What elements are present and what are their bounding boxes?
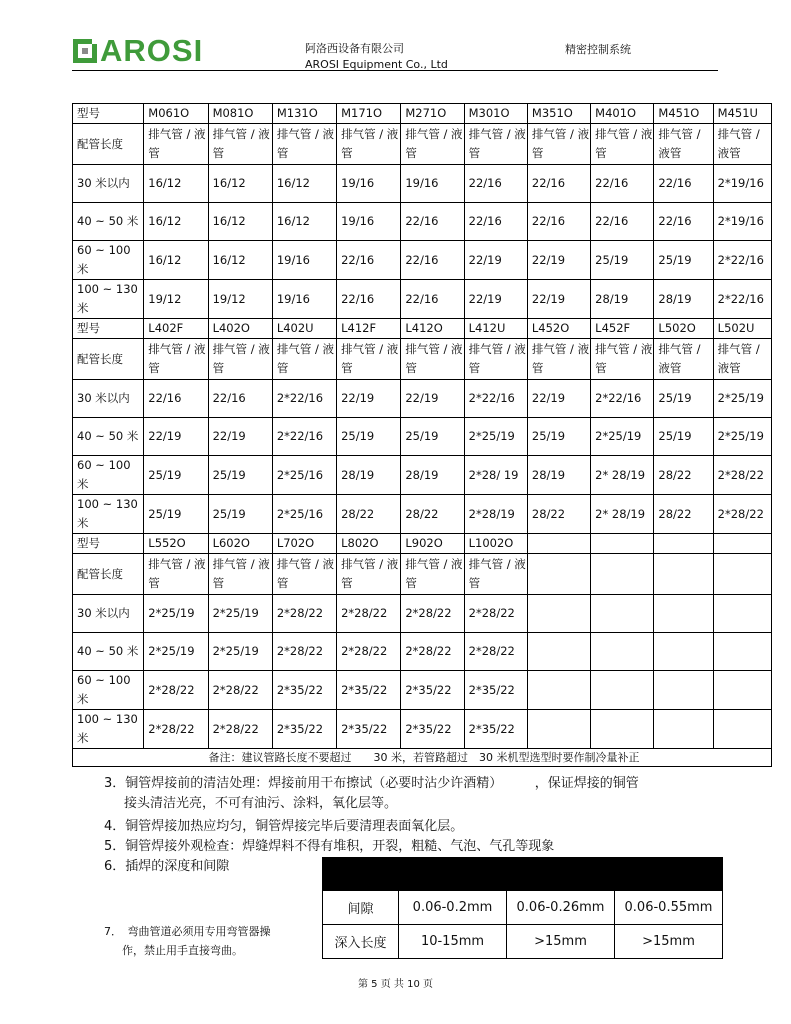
pipe-size-cell: 19/16 [401,165,464,203]
pipe-type-cell: 排气管 / 液管 [527,124,590,165]
pipe-size-cell: 22/16 [464,203,527,241]
pipe-size-cell: 28/22 [654,495,713,534]
length-label: 30 米以内 [73,165,144,203]
pipe-type-cell [527,554,590,595]
pipe-size-cell [654,633,713,671]
pipe-size-cell: 16/12 [208,165,272,203]
pipe-size-cell: 16/12 [272,203,336,241]
pipe-type-row [73,554,772,595]
model-label: 型号 [73,534,144,554]
model-cell: M301O [464,104,527,124]
pipe-size-cell [527,710,590,749]
pipe-size-cell: 2*35/22 [401,671,464,710]
weld-row-label: 深入长度 [323,925,399,959]
pipe-size-cell: 2*35/22 [464,710,527,749]
length-label: 60 ~ 100 米 [73,241,144,280]
pipe-size-cell: 2*22/16 [272,380,336,418]
length-label: 60 ~ 100 米 [73,456,144,495]
header-divider [72,70,718,71]
pipe-size-cell: 25/19 [527,418,590,456]
pipe-size-cell: 22/19 [337,380,401,418]
pipe-size-cell: 2*28/22 [272,595,336,633]
pipe-size-cell: 2*28/22 [713,456,771,495]
pipe-size-cell: 28/22 [337,495,401,534]
pipe-size-cell [713,595,771,633]
model-cell [591,534,654,554]
length-row [73,456,772,495]
pipe-size-cell: 28/22 [527,495,590,534]
pipe-size-cell: 22/19 [464,241,527,280]
length-row [73,203,772,241]
pipe-size-cell: 22/16 [337,241,401,280]
pipe-type-cell: 排气管 / 液管 [337,124,401,165]
pipe-size-cell: 2*35/22 [272,671,336,710]
model-cell: M131O [272,104,336,124]
pipe-size-cell: 2*25/19 [464,418,527,456]
pipe-size-cell [654,671,713,710]
length-row [73,280,772,319]
pipe-size-cell: 22/16 [144,380,208,418]
pipe-size-cell: 16/12 [144,203,208,241]
model-cell: M171O [337,104,401,124]
pipe-type-cell: 排气管 / 液管 [654,124,713,165]
pipe-type-cell: 排气管 / 液管 [401,554,464,595]
length-row [73,595,772,633]
pipe-size-cell: 16/12 [144,165,208,203]
pipe-size-cell: 25/19 [401,418,464,456]
pipe-type-cell: 排气管 / 液管 [713,124,771,165]
pipe-size-cell: 22/16 [464,165,527,203]
pipe-size-cell: 2*22/16 [272,418,336,456]
pipe-size-cell: 22/16 [591,203,654,241]
pipe-size-cell: 2*25/16 [272,456,336,495]
model-cell: L1002O [464,534,527,554]
model-label: 型号 [73,104,144,124]
pipe-size-cell: 22/19 [527,241,590,280]
pipe-type-cell [591,554,654,595]
pipe-type-cell: 排气管 / 液管 [654,339,713,380]
model-cell: L402F [144,319,208,339]
model-cell: M451O [654,104,713,124]
length-label: 40 ~ 50 米 [73,418,144,456]
pipe-size-cell [591,633,654,671]
pipe-size-cell: 25/19 [654,380,713,418]
pipe-size-cell: 2*28/22 [144,710,208,749]
length-row [73,380,772,418]
pipe-size-cell: 2*28/22 [337,595,401,633]
pipe-size-cell: 22/16 [527,203,590,241]
pipe-size-cell [527,633,590,671]
pipe-size-cell: 2*22/16 [713,280,771,319]
pipe-size-cell: 22/19 [208,418,272,456]
model-cell [527,534,590,554]
pipe-size-cell: 2*25/19 [144,633,208,671]
pipe-size-cell: 22/16 [208,380,272,418]
pipe-size-cell: 2*22/16 [713,241,771,280]
instruction-item-5: 5．铜管焊接外观检查：焊缝焊料不得有堆积，开裂，粗糙、气泡、气孔等现象 [104,839,555,854]
pipe-size-cell: 2*28/19 [464,495,527,534]
weld-row-gap [323,891,723,925]
pipe-size-cell: 25/19 [654,418,713,456]
pipe-size-cell [654,710,713,749]
pipe-type-cell: 排气管 / 液管 [144,124,208,165]
model-cell: L602O [208,534,272,554]
pipe-size-cell: 25/19 [654,241,713,280]
pipe-size-cell: 2*19/16 [713,165,771,203]
pipe-type-cell: 排气管 / 液管 [208,554,272,595]
weld-row-depth [323,925,723,959]
model-cell: M271O [401,104,464,124]
company-logo [72,33,204,68]
model-cell: L802O [337,534,401,554]
system-name: 精密控制系统 [565,43,631,56]
length-row [73,671,772,710]
pipe-size-cell: 2* 28/19 [591,495,654,534]
pipe-length-label: 配管长度 [73,554,144,595]
pipe-type-cell: 排气管 / 液管 [208,339,272,380]
length-label: 40 ~ 50 米 [73,203,144,241]
pipe-length-label: 配管长度 [73,124,144,165]
length-label: 100 ~ 130 米 [73,495,144,534]
pipe-size-cell: 2*35/22 [401,710,464,749]
pipe-length-label: 配管长度 [73,339,144,380]
pipe-type-cell: 排气管 / 液管 [208,124,272,165]
length-row [73,418,772,456]
pipe-size-cell: 28/19 [527,456,590,495]
pipe-size-cell: 19/16 [337,203,401,241]
pipe-size-cell: 2*28/22 [713,495,771,534]
pipe-size-cell: 25/19 [144,456,208,495]
pipe-size-cell: 22/16 [654,203,713,241]
pipe-size-cell: 2*28/22 [464,633,527,671]
model-cell: L452F [591,319,654,339]
pipe-size-cell: 16/12 [144,241,208,280]
model-cell: L402O [208,319,272,339]
length-row [73,495,772,534]
pipe-type-cell: 排气管 / 液管 [713,339,771,380]
pipe-spec-table [72,103,772,767]
model-row [73,319,772,339]
pipe-size-cell: 22/16 [401,280,464,319]
model-cell [654,534,713,554]
length-label: 60 ~ 100 米 [73,671,144,710]
model-cell: M061O [144,104,208,124]
length-label: 100 ~ 130 米 [73,710,144,749]
pipe-size-cell: 19/16 [272,241,336,280]
length-row [73,710,772,749]
pipe-size-cell: 2*25/19 [591,418,654,456]
pipe-size-cell: 2*25/19 [713,380,771,418]
model-cell: L452O [527,319,590,339]
weld-cell: >15mm [507,925,615,959]
pipe-size-cell [527,671,590,710]
pipe-size-cell: 2*22/16 [591,380,654,418]
instruction-item-3: 3．铜管焊接前的清洁处理：焊接前用干布擦试（必要时沾少许酒精） ，保证焊接的铜管 接头清洁光亮，不可有油污、涂料，氧化层等。 [104,776,639,811]
table-note: 备注：建议管路长度不要超过 30 米，若管路超过 30 米机型选型时要作制冷量补正 [73,749,772,767]
pipe-size-cell: 16/12 [208,203,272,241]
pipe-type-cell: 排气管 / 液管 [464,124,527,165]
pipe-size-cell: 28/22 [654,456,713,495]
model-cell: M081O [208,104,272,124]
pipe-type-cell: 排气管 / 液管 [144,554,208,595]
pipe-size-cell: 25/19 [591,241,654,280]
pipe-size-cell [527,595,590,633]
pipe-type-row [73,124,772,165]
pipe-size-cell: 22/16 [401,241,464,280]
length-label: 100 ~ 130 米 [73,280,144,319]
pipe-type-cell: 排气管 / 液管 [337,554,401,595]
pipe-size-cell: 2* 28/19 [591,456,654,495]
weld-cell: 0.06-0.2mm [399,891,507,925]
pipe-size-cell: 22/16 [527,165,590,203]
pipe-size-cell: 19/12 [208,280,272,319]
pipe-size-cell: 22/16 [337,280,401,319]
model-cell: L502O [654,319,713,339]
model-cell: L412O [401,319,464,339]
company-name-en: AROSI Equipment Co., Ltd [305,58,448,71]
pipe-size-cell: 2*28/22 [208,710,272,749]
pipe-size-cell: 22/16 [654,165,713,203]
weld-cell: >15mm [615,925,723,959]
pipe-size-cell: 2*28/22 [208,671,272,710]
pipe-size-cell [713,671,771,710]
instruction-item-6: 6．插焊的深度和间隙 [104,859,230,874]
pipe-type-cell: 排气管 / 液管 [401,124,464,165]
length-label: 30 米以内 [73,595,144,633]
length-label: 40 ~ 50 米 [73,633,144,671]
pipe-size-cell: 22/16 [401,203,464,241]
model-cell: L412U [464,319,527,339]
pipe-size-cell: 19/16 [337,165,401,203]
pipe-size-cell: 2*28/ 19 [464,456,527,495]
model-cell: L402U [272,319,336,339]
pipe-type-cell: 排气管 / 液管 [464,554,527,595]
pipe-size-cell [591,671,654,710]
note-row [73,749,772,767]
company-name [305,41,448,73]
instruction-item-4: 4．铜管焊接加热应均匀，铜管焊接完毕后要清理表面氧化层。 [104,819,464,834]
pipe-size-cell: 19/12 [144,280,208,319]
pipe-size-cell: 2*19/16 [713,203,771,241]
pipe-size-cell: 2*35/22 [337,671,401,710]
company-name-cn: 阿洛西设备有限公司 [305,42,404,55]
weld-depth-gap-table [322,857,723,959]
pipe-type-cell: 排气管 / 液管 [464,339,527,380]
model-cell: M451U [713,104,771,124]
pipe-size-cell: 28/19 [591,280,654,319]
length-label: 30 米以内 [73,380,144,418]
pipe-size-cell: 16/12 [208,241,272,280]
pipe-type-cell: 排气管 / 液管 [401,339,464,380]
model-cell: L552O [144,534,208,554]
pipe-type-cell: 排气管 / 液管 [591,124,654,165]
model-cell: L412F [337,319,401,339]
pipe-size-cell: 2*28/22 [272,633,336,671]
pipe-type-cell: 排气管 / 液管 [591,339,654,380]
pipe-size-cell: 25/19 [337,418,401,456]
pipe-size-cell: 22/16 [591,165,654,203]
length-row [73,241,772,280]
model-label: 型号 [73,319,144,339]
pipe-type-cell: 排气管 / 液管 [272,124,336,165]
pipe-size-cell: 22/19 [527,280,590,319]
pipe-size-cell: 2*28/22 [337,633,401,671]
pipe-type-cell: 排气管 / 液管 [144,339,208,380]
weld-cell: 10-15mm [399,925,507,959]
pipe-size-cell: 2*25/19 [144,595,208,633]
model-cell: L702O [272,534,336,554]
pipe-type-cell: 排气管 / 液管 [337,339,401,380]
pipe-size-cell: 2*25/19 [713,418,771,456]
pipe-size-cell [591,710,654,749]
pipe-size-cell: 2*25/16 [272,495,336,534]
logo-text: AROSI [100,33,204,68]
pipe-size-cell: 2*28/22 [464,595,527,633]
pipe-size-cell [713,633,771,671]
pipe-size-cell: 19/16 [272,280,336,319]
pipe-size-cell: 16/12 [272,165,336,203]
pipe-size-cell: 2*35/22 [464,671,527,710]
pipe-type-cell: 排气管 / 液管 [272,339,336,380]
pipe-size-cell: 28/19 [337,456,401,495]
model-cell: M401O [591,104,654,124]
model-cell: M351O [527,104,590,124]
pipe-size-cell: 28/19 [401,456,464,495]
pipe-type-cell: 排气管 / 液管 [272,554,336,595]
pipe-size-cell [591,595,654,633]
page-footer: 第 5 页 共 10 页 [358,979,433,990]
pipe-size-cell: 2*28/22 [401,595,464,633]
pipe-size-cell [713,710,771,749]
model-row [73,104,772,124]
model-cell: L502U [713,319,771,339]
weld-cell: 0.06-0.26mm [507,891,615,925]
pipe-size-cell: 2*25/19 [208,633,272,671]
pipe-size-cell: 2*35/22 [337,710,401,749]
pipe-size-cell: 2*28/22 [144,671,208,710]
pipe-size-cell: 25/19 [208,495,272,534]
pipe-size-cell: 22/19 [401,380,464,418]
instruction-item-7: 7． 弯曲管道必须用专用弯管器操 作，禁止用手直接弯曲。 [104,925,271,957]
model-cell [713,534,771,554]
pipe-size-cell: 2*25/19 [208,595,272,633]
pipe-size-cell: 2*22/16 [464,380,527,418]
pipe-size-cell: 22/19 [144,418,208,456]
pipe-size-cell [654,595,713,633]
logo-mark-icon [72,38,98,64]
pipe-size-cell: 22/19 [464,280,527,319]
pipe-type-cell: 排气管 / 液管 [527,339,590,380]
pipe-size-cell: 25/19 [208,456,272,495]
weld-row-label: 间隙 [323,891,399,925]
length-row [73,165,772,203]
model-cell: L902O [401,534,464,554]
pipe-size-cell: 2*35/22 [272,710,336,749]
pipe-type-cell [654,554,713,595]
length-row [73,633,772,671]
pipe-size-cell: 28/19 [654,280,713,319]
pipe-size-cell: 22/19 [527,380,590,418]
pipe-size-cell: 28/22 [401,495,464,534]
pipe-type-row [73,339,772,380]
pipe-size-cell: 25/19 [144,495,208,534]
weld-table-header-bar [323,858,723,891]
model-row [73,534,772,554]
pipe-size-cell: 2*28/22 [401,633,464,671]
weld-cell: 0.06-0.55mm [615,891,723,925]
pipe-type-cell [713,554,771,595]
